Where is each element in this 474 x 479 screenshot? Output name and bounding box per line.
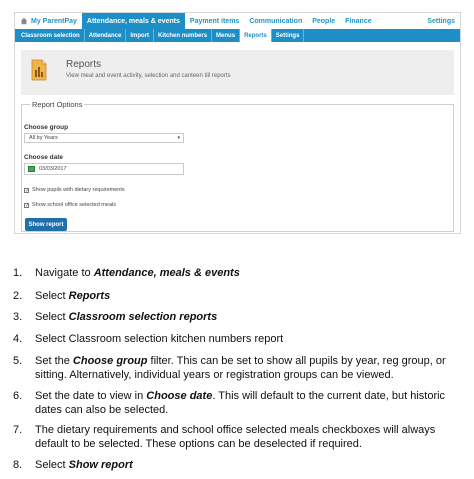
nav-my-parentpay[interactable] xyxy=(15,13,82,29)
nav-label: Communication xyxy=(249,17,303,25)
step-text-plain: Select xyxy=(35,311,69,323)
subnav-label: Classroom selection xyxy=(21,32,80,39)
step-text-plain: Select xyxy=(35,290,69,302)
report-document-icon xyxy=(31,59,47,81)
chevron-down-icon: ▾ xyxy=(177,135,180,141)
step-item xyxy=(13,355,463,382)
step-text-plain: Set the xyxy=(35,355,73,367)
page-subtitle: View meal and event activity, selection and canteen till reports xyxy=(66,73,231,79)
choose-group-label: Choose group xyxy=(24,124,69,131)
subnav-label: Menus xyxy=(216,32,236,39)
choose-date-label: Choose date xyxy=(24,154,64,161)
step-number: 3. xyxy=(13,311,23,323)
step-text-emphasis: Attendance, meals & events xyxy=(93,267,240,279)
subnav-attendance[interactable] xyxy=(85,29,127,42)
step-item xyxy=(13,267,240,281)
subnav-menus[interactable] xyxy=(212,29,240,42)
dietary-requirements-checkbox-row[interactable] xyxy=(24,187,125,193)
dietary-requirements-label: Show pupils with dietary requirements xyxy=(32,187,125,193)
nav-label: Payment items xyxy=(189,17,240,25)
step-text-emphasis: Choose date xyxy=(146,390,213,402)
step-text xyxy=(35,267,240,281)
step-text xyxy=(35,424,463,451)
page-header xyxy=(21,50,454,95)
nav-communication[interactable] xyxy=(244,13,307,29)
step-text xyxy=(35,390,463,417)
step-text-plain: filter. This can be set to show all pupils by year, reg group, or sitting. Alternatively, individual years or registration groups can be viewed. xyxy=(35,355,446,381)
parentpay-screenshot xyxy=(14,12,461,234)
subnav-settings[interactable] xyxy=(272,29,305,42)
step-text-emphasis: Reports xyxy=(68,290,111,302)
nav-people[interactable] xyxy=(307,13,340,29)
step-number: 4. xyxy=(13,333,23,345)
subnav-label: Attendance xyxy=(88,32,122,39)
calendar-icon[interactable] xyxy=(28,166,35,172)
choose-date-input[interactable] xyxy=(24,163,184,175)
choose-group-select[interactable] xyxy=(24,133,184,143)
step-text-plain: Set the date to view in xyxy=(35,390,147,402)
subnav-reports[interactable] xyxy=(240,29,272,42)
subnav-kitchen-numbers[interactable] xyxy=(154,29,212,42)
step-number: 1. xyxy=(13,267,23,279)
step-text xyxy=(35,333,283,347)
nav-label: Finance xyxy=(345,17,372,25)
step-text-plain: The dietary requirements and school office selected meals checkboxes will always default to be selected. These options can be deselected if required. xyxy=(35,424,436,450)
nav-label: My ParentPay xyxy=(31,17,77,25)
choose-date-value: 03/03/2017 xyxy=(39,166,67,172)
nav-settings[interactable] xyxy=(422,13,460,29)
nav-payment-items[interactable] xyxy=(185,13,244,29)
subnav-label: Settings xyxy=(275,32,300,39)
page-title: Reports xyxy=(66,59,102,70)
office-meals-checkbox[interactable]: ✓ xyxy=(25,202,30,209)
top-navigation xyxy=(15,13,460,29)
subnav-import[interactable] xyxy=(126,29,154,42)
step-text-emphasis: Classroom selection reports xyxy=(68,311,218,323)
step-item xyxy=(13,311,217,325)
choose-group-value: All by Years xyxy=(29,135,58,141)
step-number: 7. xyxy=(13,424,23,436)
step-text-emphasis: Show report xyxy=(68,459,133,471)
nav-label: Settings xyxy=(427,17,455,25)
step-item xyxy=(13,333,283,347)
office-meals-checkbox-row[interactable] xyxy=(24,202,116,208)
step-item xyxy=(13,459,133,473)
step-text-plain: Select xyxy=(35,459,69,471)
step-item xyxy=(13,390,463,417)
nav-attendance-meals-events[interactable] xyxy=(82,13,185,29)
step-text xyxy=(35,311,217,325)
show-report-button[interactable]: Show report xyxy=(25,218,67,231)
step-number: 8. xyxy=(13,459,23,471)
subnav-label: Kitchen numbers xyxy=(158,32,208,39)
dietary-requirements-checkbox[interactable]: ✓ xyxy=(25,187,30,194)
step-text-plain: Navigate to xyxy=(35,267,94,279)
nav-finance[interactable] xyxy=(340,13,376,29)
step-item xyxy=(13,290,110,304)
home-icon xyxy=(20,17,28,25)
step-text-plain: . This will default to the current date, but historic dates can also be selected. xyxy=(35,390,446,416)
step-text xyxy=(35,355,463,382)
step-number: 6. xyxy=(13,390,23,402)
step-text xyxy=(35,459,133,473)
report-options-panel xyxy=(21,100,454,232)
subnav-label: Reports xyxy=(244,32,267,39)
step-text-emphasis: Choose group xyxy=(72,355,148,367)
nav-label: People xyxy=(312,17,336,25)
step-item xyxy=(13,424,463,451)
nav-label: Attendance, meals & events xyxy=(86,17,180,25)
subnav-label: Import xyxy=(130,32,150,39)
sub-navigation xyxy=(15,29,460,42)
office-meals-label: Show school office selected meals xyxy=(32,202,116,208)
report-options-legend: Report Options xyxy=(32,100,83,109)
step-text xyxy=(35,290,110,304)
step-number: 2. xyxy=(13,290,23,302)
subnav-classroom-selection[interactable] xyxy=(17,29,85,42)
step-number: 5. xyxy=(13,355,23,367)
step-text-plain: Select Classroom selection kitchen numbers report xyxy=(35,333,284,345)
